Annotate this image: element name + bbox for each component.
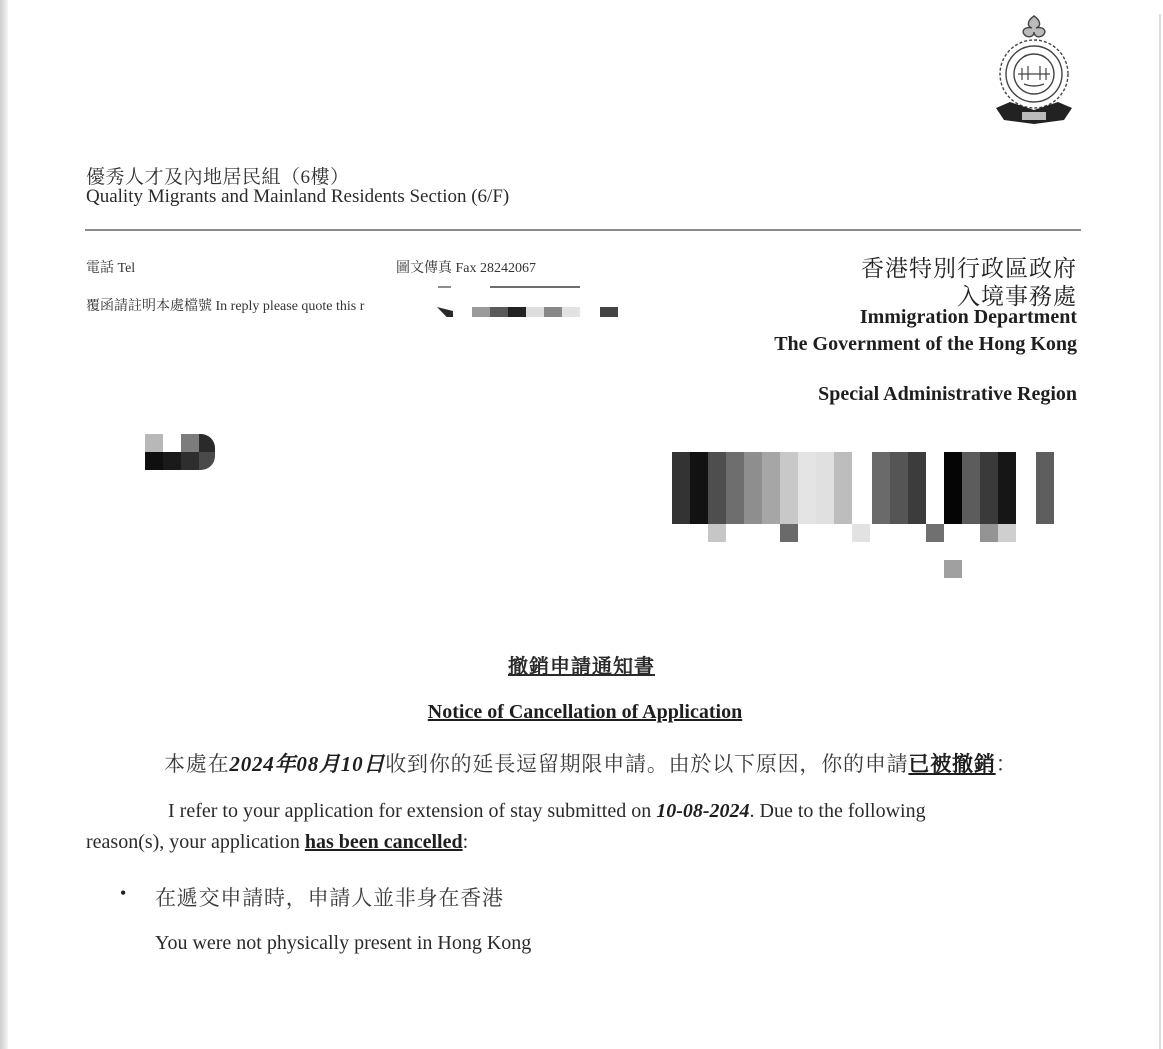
fax-underline: [438, 286, 451, 288]
cancellation-status-chinese: 已被撤銷: [908, 752, 996, 776]
body-zh-middle: 收到你的延長逗留期限申請。由於以下原因，你的申請: [385, 752, 909, 776]
submitted-date-english: 10-08-2024: [656, 800, 750, 822]
reason-chinese: 在遞交申請時，申請人並非身在香港: [155, 886, 504, 910]
reason-english: You were not physically present in Hong Kong: [155, 932, 532, 954]
body-en-prefix: I refer to your application for extension of stay submitted on: [168, 800, 657, 822]
department-government-english: The Government of the Hong Kong: [774, 333, 1077, 355]
body-paragraph-chinese: [164, 748, 1017, 778]
page-shadow-left: [0, 0, 8, 1049]
body-en-line2-suffix: :: [462, 831, 469, 853]
notice-title-english: Notice of Cancellation of Application: [427, 701, 743, 723]
reference-quote-label: 覆函請註明本處檔號 In reply please quote this r: [86, 299, 365, 314]
body-paragraph-english-line2: [86, 831, 468, 854]
body-en-line2-prefix: reason(s), your application: [86, 831, 305, 853]
fax-underline: [490, 286, 580, 288]
body-paragraph-english-line1: [168, 800, 926, 823]
fax-label: 圖文傳真 Fax 28242067: [396, 261, 536, 276]
reason-bullet: •: [120, 883, 127, 903]
government-crest-icon: [982, 12, 1086, 136]
department-region-english: Special Administrative Region: [818, 383, 1077, 405]
section-name-chinese: 優秀人才及內地居民組（6樓）: [86, 167, 350, 188]
cancellation-status-english: has been cancelled: [304, 831, 463, 853]
notice-title-chinese: 撤銷申請通知書: [508, 656, 655, 678]
body-zh-suffix: ：: [995, 752, 1018, 776]
body-zh-prefix: 本處在: [164, 752, 230, 776]
header-divider: [85, 229, 1081, 231]
page-edge-right: [1159, 14, 1161, 1049]
section-name-english: Quality Migrants and Mainland Residents Section (6/F): [86, 186, 510, 207]
department-name-chinese: 入境事務處: [957, 284, 1077, 309]
department-name-english: Immigration Department: [859, 306, 1077, 328]
body-en-suffix: . Due to the following: [749, 800, 926, 822]
tel-label: 電話 Tel: [86, 261, 136, 276]
department-government-chinese: 香港特別行政區政府: [861, 256, 1077, 281]
received-date-chinese: 2024年08月10日: [229, 752, 386, 776]
